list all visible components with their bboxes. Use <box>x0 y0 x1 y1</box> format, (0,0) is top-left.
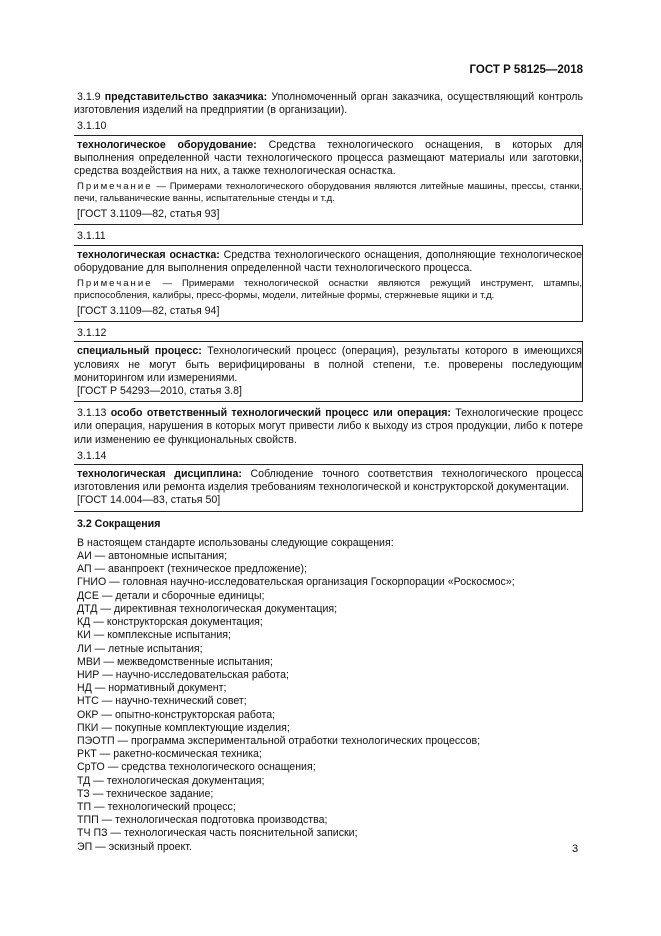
abbreviation-item: НТС — научно-технический совет; <box>77 695 247 708</box>
abbreviation-item: АИ — автономные испытания; <box>77 550 228 563</box>
entry-term: специальный процесс: <box>77 345 202 358</box>
entry-definition: Уполномоченный орган заказчика, осуществляющий контроль изготовления изделий на предприятии (в организации). <box>74 91 583 117</box>
entry-3-1-11-box <box>74 245 583 323</box>
document-id: ГОСТ Р 58125—2018 <box>469 64 583 76</box>
entry-number: 3.1.14 <box>77 449 107 462</box>
entry-definition: Средства технологического оснащения, в которых для выполнения определенной части технологического процесса размещают материалы или заготовки, средства воздействия на них, а также технологическая оснастка. <box>74 138 582 178</box>
abbreviation-item: СрТО — средства технологического оснащения; <box>77 761 316 774</box>
entry-definition: Технологический процесс (операция), результаты которого в имеющихся условиях не могут быть верифицированы в полной степени, т.е. проверены последующим мониторингом или измерениями. <box>74 345 582 384</box>
entry-term: представительство заказчика: <box>104 91 268 103</box>
entry-text <box>74 139 582 179</box>
entry-number: 3.1.11 <box>77 230 106 243</box>
abbreviation-item: ПЭОТП — программа экспериментальной отработки технологических процессов; <box>77 734 481 747</box>
entry-reference: [ГОСТ 14.004—83, статья 50] <box>77 494 221 507</box>
entry-text <box>74 345 582 385</box>
abbreviation-item: НД — нормативный документ; <box>77 682 227 695</box>
abbreviation-item: ЛИ — летные испытания; <box>77 642 203 655</box>
abbreviation-item: ПКИ — покупные комплектующие изделия; <box>77 721 290 734</box>
abbreviation-item: РКТ — ракетно-космическая техника; <box>77 748 262 761</box>
page-number: 3 <box>572 843 579 855</box>
abbreviation-item: АП — аванпроект (техническое предложение); <box>77 563 307 576</box>
entry-number: 3.1.10 <box>77 120 107 133</box>
entry-definition: Средства технологического оснащения, дополняющие технологическое оборудование для выполнения определенной части технологического процесса. <box>74 248 582 274</box>
entry-note <box>74 278 582 302</box>
abbreviation-item: ТПП — технологическая подготовка производства; <box>77 814 328 827</box>
entry-number: 3.1.12 <box>77 327 107 340</box>
abbreviation-item: ДСЕ — детали и сборочные единицы; <box>77 589 265 602</box>
note-text: — Примерами технологического оборудования являются литейные машины, прессы, станки, печи, гальванические ванны, испытательные стенды и т.д. <box>74 181 582 205</box>
note-text: — Примерами технологической оснастки являются режущий инструмент, штампы, приспособления, калибры, пресс-формы, модели, литейные формы, стержневые ящики и т.д. <box>74 278 582 302</box>
entry-3-1-10-box <box>74 135 583 226</box>
entry-reference: [ГОСТ 3.1109—82, статья 93] <box>77 208 220 221</box>
entry-note <box>74 181 582 205</box>
abbreviation-item: НИР — научно-исследовательская работа; <box>77 668 289 681</box>
section-intro: В настоящем стандарте использованы следующие сокращения: <box>77 536 394 549</box>
entry-term: технологическая оснастка: <box>77 248 220 261</box>
entry-3-1-9 <box>74 91 583 117</box>
page-content <box>74 91 583 854</box>
section-title: 3.2 Сокращения <box>77 517 161 530</box>
entry-term: особо ответственный технологический процесс или операция: <box>110 407 451 420</box>
entry-text <box>74 468 582 494</box>
entry-definition: Технологические процесс или операция, нарушения в которых могут привести либо к выходу из строя продукции, либо к потере или изменению ее функциональных свойств. <box>74 407 583 446</box>
note-label: Примечание <box>77 181 153 193</box>
abbreviation-item: ТП — технологический процесс; <box>77 800 236 813</box>
entry-3-1-13 <box>74 407 583 447</box>
entry-number: 3.1.9 <box>77 91 101 103</box>
abbreviation-item: ТЗ — техническое задание; <box>77 787 214 800</box>
entry-3-1-14-box <box>74 464 583 512</box>
note-label: Примечание <box>77 278 153 290</box>
abbreviation-item: ТД — технологическая документация; <box>77 774 265 787</box>
entry-3-1-12-box <box>74 341 583 402</box>
abbreviation-item: ЭП — эскизный проект. <box>77 840 192 853</box>
abbreviation-item: МВИ — межведомственные испытания; <box>77 655 273 668</box>
entry-term: технологическое оборудование: <box>77 138 257 151</box>
abbreviation-item: КИ — комплексные испытания; <box>77 629 231 642</box>
abbreviation-item: ГНИО — головная научно-исследовательская организация Госкорпорации «Роскосмос»; <box>77 576 515 589</box>
entry-reference: [ГОСТ 3.1109—82, статья 94] <box>77 305 220 318</box>
abbreviation-item: ДТД — директивная технологическая документация; <box>77 602 338 615</box>
entry-text <box>74 249 582 275</box>
abbreviation-item: ОКР — опытно-конструкторская работа; <box>77 708 276 721</box>
abbreviation-item: КД — конструкторская документация; <box>77 616 263 629</box>
entry-term: технологическая дисциплина: <box>77 468 242 481</box>
abbreviation-item: ТЧ ПЗ — технологическая часть пояснительной записки; <box>77 827 358 840</box>
entry-number: 3.1.13 <box>77 407 107 420</box>
entry-definition: Соблюдение точного соответствия технологического процесса изготовления или ремонта изделия требованиям технологической и конструкторской документации. <box>74 468 583 494</box>
abbreviation-list <box>77 550 583 854</box>
entry-reference: [ГОСТ Р 54293—2010, статья 3.8] <box>77 385 242 398</box>
